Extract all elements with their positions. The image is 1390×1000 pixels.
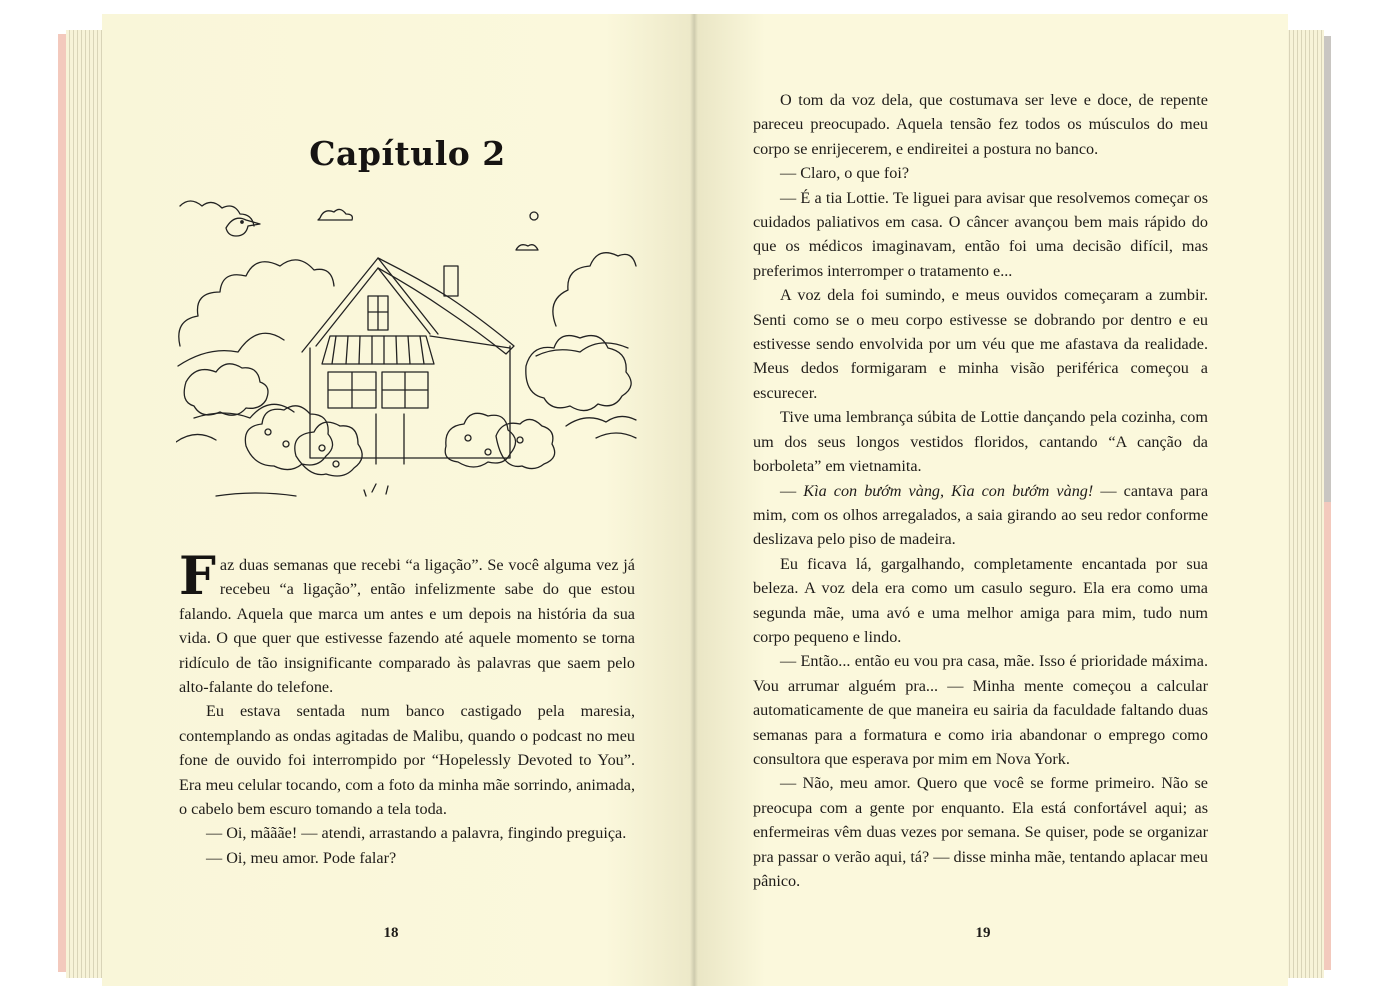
song-lyric: Kìa con bướm vàng, Kìa con bướm vàng! [803, 481, 1094, 500]
cloud-drawing [318, 209, 352, 220]
paragraph: Eu ficava lá, gargalhando, completamente encantada por sua beleza. A voz dela era como um casulo seguro. Ela era como uma segunda mãe, uma avó e uma melhor amiga para mim, tudo num corpo pequeno e lindo. [753, 554, 1208, 646]
page-number-left: 18 [383, 925, 399, 941]
tree-left-drawing [179, 260, 334, 346]
door-drawing [376, 414, 404, 464]
page-stack-right [1286, 30, 1324, 978]
paragraph: A voz dela foi sumindo, e meus ouvidos começaram a zumbir. Senti como se o meu corpo estivesse se dobrando por dentro e eu estivesse sendo envolvida por um véu que me afastava da realidade. Meus dedos formigaram e minha visão periférica começou a escurecer. [753, 286, 1208, 402]
tree-right-drawing [553, 253, 636, 326]
dropcap: F [179, 546, 216, 607]
paragraph: — Oi, meu amor. Pode falar? [206, 848, 397, 867]
chimney-drawing [444, 266, 458, 296]
paragraph: — Não, meu amor. Quero que você se forme primeiro. Não se preocupa com a gente por enquanto. Ela está confortável aqui; as enfermeiras vêm duas vezes por semana. Se quiser, pode se organizar pra passar o verão aqui, tá? — disse minha mãe, tentando aplacar meu pânico. [753, 774, 1208, 890]
bush-drawing [245, 406, 332, 470]
paragraph: Tive uma lembrança súbita de Lottie dançando pela cozinha, com um dos seus longos vestidos floridos, cantando “A canção da borboleta” em vietnamita. [753, 408, 1208, 476]
right-page-body [753, 88, 1208, 893]
paragraph: — Então... então eu vou pra casa, mãe. Isso é prioridade máxima. Vou arrumar alguém pra... — Minha mente começou a calcular automaticamente de que maneira eu sairia da faculdade faltando duas semanas para a formatura e como iria abandonar o emprego como consultora que esperava por mim em Nova York. [753, 652, 1208, 768]
paragraph: Eu estava sentada num banco castigado pela maresia, contemplando as ondas agitadas de Malibu, quando o podcast no meu fone de ouvido foi interrompido por “Hopelessly Devoted to You”. Era meu celular tocando, com a foto da minha mãe sorrindo, animada, o cabelo bem escuro tomando a tela toda. [179, 702, 635, 819]
house-illustration [176, 196, 638, 512]
page-stack-left [66, 30, 104, 978]
paragraph: — É a tia Lottie. Te liguei para avisar que resolvemos começar os cuidados paliativos em casa. O câncer avançou bem mais rápido do que os médicos imaginavam, então foi uma decisão difícil, mas preferimos interromper o tratamento e... [753, 188, 1208, 280]
paragraph: O tom da voz dela, que costumava ser leve e doce, de repente pareceu preocupado. Aquela tensão fez todos os músculos do meu corpo se enrijecerem, e endireitei a postura no banco. [753, 91, 1208, 158]
paragraph: — Claro, o que foi? [780, 164, 910, 183]
song-paragraph: — Kìa con bướm vàng, Kìa con bướm vàng! — cantava para mim, com os olhos arregalados, a saia girando ao seu redor conforme deslizava pelo piso de madeira. [753, 481, 1209, 549]
book-spine [690, 14, 698, 986]
awning-drawing [322, 336, 434, 364]
paragraph: — Oi, mãããe! — atendi, arrastando a palavra, fingindo preguiça. [206, 824, 627, 843]
page-number-right: 19 [975, 925, 991, 941]
chapter-title: Capítulo 2 [309, 134, 506, 173]
paragraph: Faz duas semanas que recebi “a ligação”. Se você alguma vez já recebeu “a ligação”, então infelizmente sabe do que estou falando. Aquela que marca um antes e um depois na história da sua vida. O que quer que estivesse fazendo até aquele momento se torna ridículo de tão insignificante comparado às palavras que saem pelo alto-falante do telefone. [179, 546, 635, 697]
left-page-body [179, 546, 635, 870]
